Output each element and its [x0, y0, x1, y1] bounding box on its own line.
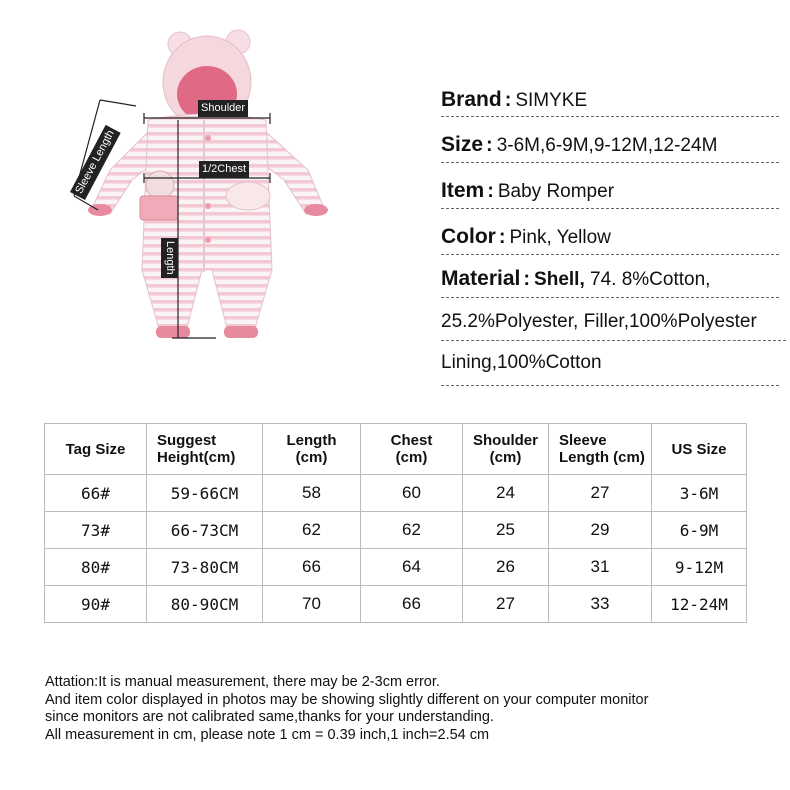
table-cell-chest: 62 [361, 512, 463, 549]
spec-material-value: 74. 8%Cotton, [584, 269, 711, 290]
header-sleeve-length [549, 424, 652, 475]
spec-item-sep: : [487, 180, 494, 202]
spec-item-label: Item [441, 179, 485, 202]
shoulder-measure-label: Shoulder [198, 100, 248, 117]
header-text: Chest [390, 432, 433, 449]
table-row [45, 512, 747, 549]
table-cell-chest: 60 [361, 475, 463, 512]
measurement-notes [45, 674, 785, 744]
spec-size-sep: : [486, 134, 493, 156]
length-measure-label: Length [161, 238, 178, 278]
spec-material-sep: : [523, 268, 531, 290]
table-cell-us-size: 3-6M [652, 475, 747, 512]
spec-color-sep: : [498, 226, 506, 248]
spec-brand-value: SIMYKE [515, 90, 588, 111]
table-row [45, 549, 747, 586]
table-cell-sleeve-length: 27 [549, 475, 652, 512]
spec-material-shell: Shell, [534, 269, 585, 290]
table-cell-us-size: 12-24M [652, 586, 747, 623]
size-chart-table [44, 423, 747, 623]
header-text: US Size [671, 440, 727, 458]
sleeve-length-measure-label: Sleeve Length [70, 125, 121, 200]
table-cell-shoulder: 24 [463, 475, 549, 512]
header-text: Length [286, 432, 337, 449]
product-figure [40, 20, 370, 360]
table-cell-tag-size: 80# [45, 549, 147, 586]
header-text: (cm) [395, 449, 428, 466]
header-suggest-height [147, 424, 263, 475]
header-length [263, 424, 361, 475]
header-tag-size [45, 424, 147, 475]
header-text: (cm) [489, 449, 522, 466]
table-row [45, 586, 747, 623]
spec-size-value: 3-6M,6-9M,9-12M,12-24M [496, 135, 718, 156]
table-cell-suggest-height: 80-90CM [147, 586, 263, 623]
note-line: Attation:It is manual measurement, there may be 2-3cm error. [45, 674, 440, 690]
header-text: Suggest [157, 432, 217, 449]
header-shoulder [463, 424, 549, 475]
table-cell-us-size: 6-9M [652, 512, 747, 549]
spec-brand-sep: : [504, 89, 512, 111]
note-line: since monitors are not calibrated same,thanks for your understanding. [45, 709, 494, 725]
table-cell-tag-size: 73# [45, 512, 147, 549]
spec-color-value: Pink, Yellow [509, 227, 611, 248]
header-text: (cm) [295, 449, 328, 466]
header-chest [361, 424, 463, 475]
spec-material-line2: 25.2%Polyester, Filler,100%Polyester [441, 310, 786, 341]
header-text: Tag Size [65, 440, 126, 458]
table-cell-chest: 64 [361, 549, 463, 586]
table-cell-shoulder: 27 [463, 586, 549, 623]
table-cell-sleeve-length: 33 [549, 586, 652, 623]
table-body [45, 475, 747, 623]
table-cell-suggest-height: 66-73CM [147, 512, 263, 549]
table-cell-shoulder: 26 [463, 549, 549, 586]
table-cell-sleeve-length: 31 [549, 549, 652, 586]
note-line: And item color displayed in photos may be showing slightly different on your computer monitor [45, 691, 649, 708]
spec-brand-label: Brand [441, 88, 502, 111]
header-text: Sleeve [559, 432, 607, 449]
chest-measure-label: 1/2Chest [199, 161, 249, 178]
table-cell-tag-size: 90# [45, 586, 147, 623]
table-row [45, 475, 747, 512]
spec-brand-row [441, 88, 779, 117]
table-cell-chest: 66 [361, 586, 463, 623]
table-cell-sleeve-length: 29 [549, 512, 652, 549]
header-text: Length (cm) [559, 449, 645, 466]
table-header-row [45, 424, 747, 475]
table-cell-length: 66 [263, 549, 361, 586]
table-cell-length: 58 [263, 475, 361, 512]
header-text: Shoulder [472, 432, 538, 449]
table-cell-length: 70 [263, 586, 361, 623]
table-cell-suggest-height: 59-66CM [147, 475, 263, 512]
spec-item-value: Baby Romper [497, 181, 615, 202]
spec-color-row [441, 225, 779, 255]
header-text: Height(cm) [157, 449, 236, 466]
spec-material-line3: Lining,100%Cotton [441, 351, 779, 386]
table-cell-suggest-height: 73-80CM [147, 549, 263, 586]
note-line: All measurement in cm, please note 1 cm = 0.39 inch,1 inch=2.54 cm [45, 726, 490, 743]
spec-material-label: Material [441, 267, 521, 290]
spec-size-row [441, 133, 779, 163]
spec-size-label: Size [441, 133, 484, 156]
header-us-size [652, 424, 747, 475]
table-cell-shoulder: 25 [463, 512, 549, 549]
table-cell-length: 62 [263, 512, 361, 549]
spec-material-row [441, 267, 779, 298]
table-cell-us-size: 9-12M [652, 549, 747, 586]
table-cell-tag-size: 66# [45, 475, 147, 512]
spec-item-row [441, 179, 779, 209]
spec-color-label: Color [441, 225, 496, 248]
